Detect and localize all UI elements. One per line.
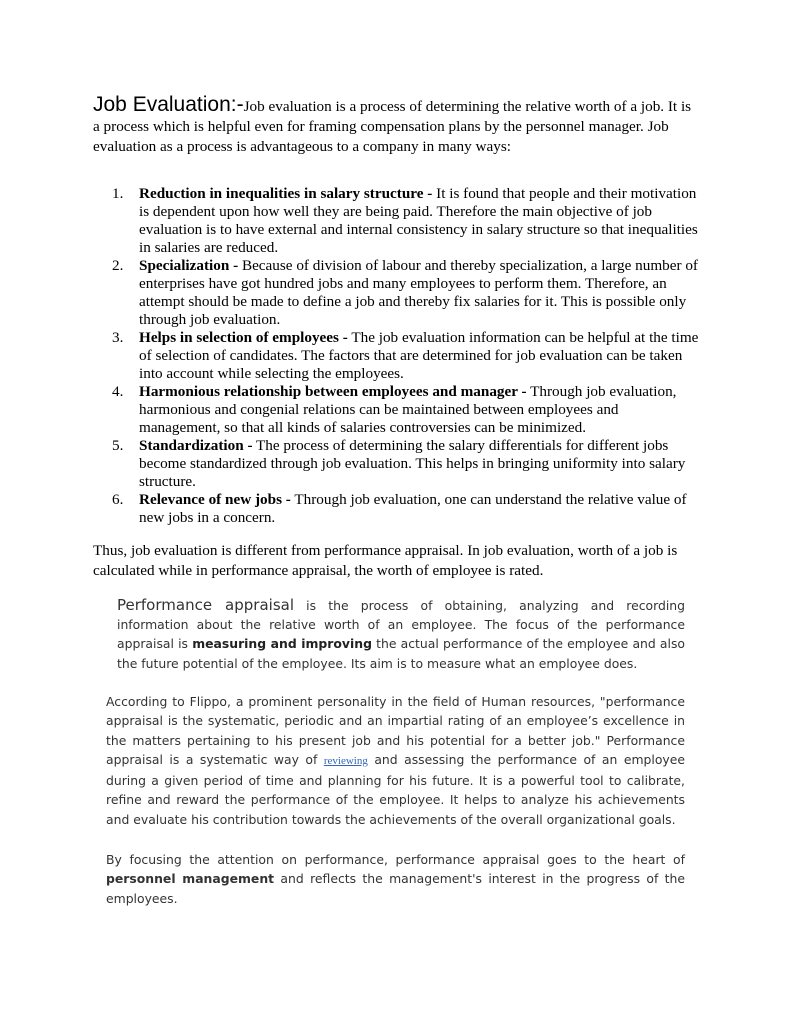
- performance-appraisal-title: Performance appraisal: [117, 596, 294, 614]
- list-item-title: Harmonious relationship between employees and manager -: [139, 383, 527, 400]
- list-item-number: 2.: [112, 257, 124, 274]
- list-item-text: The process of determining the salary differentials for different jobs become standardized through job evaluation. This helps in bringing uniformity into salary structure.: [139, 437, 686, 490]
- job-evaluation-intro-text: Job evaluation is a process of determining the relative worth of a job. It is a process which is helpful even for framing compensation plans by the personnel manager. Job evaluation as a process is advantageous to a company in many ways:: [93, 98, 692, 155]
- pa-definition-bold: measuring and improving: [192, 636, 372, 652]
- list-item-title: Relevance of new jobs -: [139, 491, 291, 508]
- list-item-text: The job evaluation information can be helpful at the time of selection of candidates. The factors that are determined for job evaluation can be taken into account while selecting the employees.: [139, 329, 699, 382]
- job-evaluation-heading: Job Evaluation:-: [93, 93, 244, 116]
- list-item: [112, 383, 702, 437]
- list-item-number: 3.: [112, 329, 124, 346]
- focus-paragraph: [106, 850, 685, 908]
- job-evaluation-intro: [93, 95, 698, 157]
- list-item-number: 5.: [112, 437, 124, 454]
- focus-bold: personnel management: [106, 871, 275, 887]
- list-item-number: 4.: [112, 383, 124, 400]
- pa-definition-text-a: is the process of obtaining, analyzing and recording information about the relative worth of an employee. The focus of the performance appraisal is: [117, 598, 685, 652]
- flippo-text-a: According to Flippo, a prominent personality in the field of Human resources, "performance appraisal is the systematic, periodic and an impartial rating of an employee’s excellence in the matters pertaining to his present job and his potential for a better job." Performance appraisal is a systematic way of: [106, 694, 685, 767]
- focus-text-b: and reflects the management's interest in the progress of the employees.: [106, 871, 685, 906]
- job-evaluation-conclusion: Thus, job evaluation is different from performance appraisal. In job evaluation, worth of a job is calculated while in performance appraisal, the worth of employee is rated.: [93, 542, 678, 579]
- advantages-list: [112, 185, 702, 527]
- list-item-text: Through job evaluation, one can understand the relative value of new jobs in a concern.: [139, 491, 687, 526]
- focus-text-a: By focusing the attention on performance, performance appraisal goes to the heart of: [106, 852, 685, 867]
- list-item: [112, 491, 702, 527]
- pa-definition-text-b: the actual performance of the employee and also the future potential of the employee. Its aim is to measure what an employee does.: [117, 636, 686, 671]
- list-item-title: Helps in selection of employees -: [139, 329, 348, 346]
- list-item: [112, 257, 702, 329]
- list-item-number: 6.: [112, 491, 124, 508]
- list-item-title: Reduction in inequalities in salary structure -: [139, 185, 433, 202]
- flippo-text-b: and assessing the performance of an employee during a given period of time and planning for his future. It is a powerful tool to calibrate, refine and reward the performance of the employee. It helps to analyze his achievements and evaluate his contribution towards the achievements of the overall organizational goals.: [106, 751, 685, 827]
- list-item: [112, 329, 702, 383]
- list-item-text: Because of division of labour and thereby specialization, a large number of enterprises have got hundred jobs and many employees to perform them. Therefore, an attempt should be made to define a job and thereby fix salaries for it. This is possible only through job evaluation.: [139, 257, 698, 328]
- list-item-text: It is found that people and their motivation is dependent upon how well they are being paid. Therefore the main objective of job evaluation is to have external and internal consistency in salary structure so that inequalities in salaries are reduced.: [139, 185, 698, 256]
- flippo-paragraph: [106, 692, 685, 829]
- list-item: [112, 185, 702, 257]
- performance-appraisal-definition: [117, 596, 685, 673]
- list-item-number: 1.: [112, 185, 124, 202]
- list-item-text: Through job evaluation, harmonious and congenial relations can be maintained between employees and management, so that all kinds of salaries controversies can be minimized.: [139, 383, 677, 436]
- list-item-title: Standardization -: [139, 437, 253, 454]
- list-item-title: Specialization -: [139, 257, 239, 274]
- reviewing-link[interactable]: reviewing: [323, 754, 368, 767]
- list-item: [112, 437, 702, 491]
